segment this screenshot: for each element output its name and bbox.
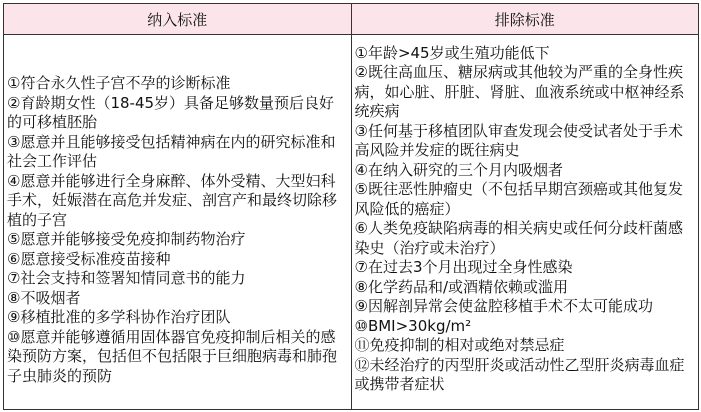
exclusion-item: ②既往高血压、糖尿病或其他较为严重的全身性疾病，如心脏、肝脏、肾脏、血液系统或中枢神经系统疾病 (354, 63, 685, 120)
inclusion-header: 纳入标准 (4, 4, 352, 35)
inclusion-item: ④愿意并能够进行全身麻醉、体外受精、大型妇科手术，妊娠潜在高危并发症、剖宫产和最终切除移植的子宫 (7, 171, 338, 229)
exclusion-item: ①年龄>45岁或生殖功能低下 (354, 43, 550, 62)
inclusion-item: ③愿意并且能够接受包括精神病在内的研究标准和社会工作评估 (7, 132, 336, 170)
exclusion-header: 排除标准 (351, 4, 699, 35)
inclusion-item: ②育龄期女性（18-45岁）具备足够数量预后良好的可移植胚胎 (7, 93, 335, 131)
exclusion-item: ⑦在过去3个月出现过全身性感染 (354, 258, 573, 276)
inclusion-cell (4, 35, 352, 410)
header-row (4, 4, 699, 35)
inclusion-item: ⑥愿意接受标准疫苗接种 (7, 249, 171, 268)
inclusion-item: ⑧不吸烟者 (7, 288, 81, 307)
inclusion-item: ⑩愿意并能够遵循用固体器官免疫抑制后相关的感染预防方案，包括但不包括限于巨细胞病毒和肺孢子虫肺炎的预防 (7, 327, 338, 385)
exclusion-item: ⑪免疫抑制的相对或绝对禁忌症 (354, 336, 565, 354)
exclusion-item: ⑫未经治疗的丙型肝炎或活动性乙型肝炎病毒血症或携带者症状 (354, 355, 685, 393)
inclusion-item: ⑨移植批准的多学科协作治疗团队 (7, 308, 231, 326)
body-row (4, 35, 699, 410)
exclusion-item: ③任何基于移植团队审查发现会使受试者处于手术高风险并发症的既往病史 (354, 121, 683, 159)
inclusion-item: ⑦社会支持和签署知情同意书的能力 (7, 269, 246, 287)
inclusion-item: ⑤愿意并能够接受免疫抑制药物治疗 (7, 230, 246, 248)
exclusion-item: ④在纳入研究的三个月内吸烟者 (354, 160, 563, 179)
exclusion-item: ⑧化学药品和/或酒精依赖或滥用 (354, 277, 569, 296)
inclusion-item: ①符合永久性子宫不孕的诊断标准 (7, 74, 231, 92)
exclusion-cell (351, 35, 699, 410)
exclusion-item: ⑥人类免疫缺陷病毒的相关病史或任何分歧杆菌感染史（治疗或未治疗） (354, 219, 683, 257)
exclusion-item: ⑤既往恶性肿瘤史（不包括早期宫颈癌或其他复发风险低的癌症） (354, 180, 683, 218)
exclusion-item: ⑨因解剖异常会使盆腔移植手术不太可能成功 (354, 297, 653, 315)
criteria-table (3, 3, 699, 410)
exclusion-item: ⑩BMI>30kg/m² (354, 316, 472, 335)
